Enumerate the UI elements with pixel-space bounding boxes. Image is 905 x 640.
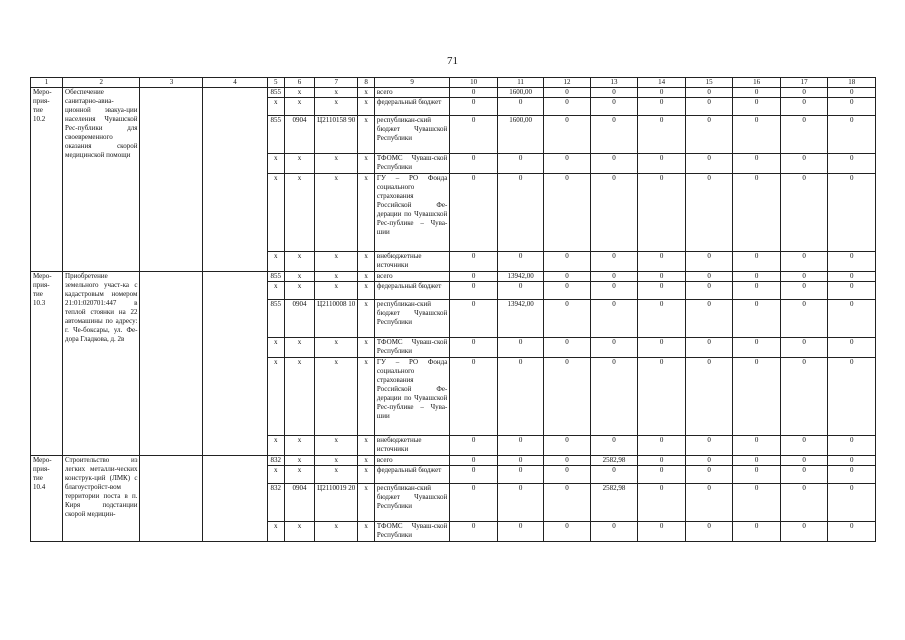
code-grbs: 832 xyxy=(267,484,285,522)
code-expense: x xyxy=(358,436,375,456)
year-value: 0 xyxy=(685,338,733,358)
year-value: 0 xyxy=(544,282,590,300)
year-value: 0 xyxy=(450,466,498,484)
year-value: 0 xyxy=(450,436,498,456)
code-section: x xyxy=(285,174,315,252)
year-value: 0 xyxy=(544,522,590,542)
year-value: 0 xyxy=(544,466,590,484)
code-target: x xyxy=(315,436,358,456)
measure-label: Меро- прия- тие 10.3 xyxy=(31,272,63,456)
year-value: 0 xyxy=(733,484,781,522)
year-value: 0 xyxy=(780,522,828,542)
funding-source: республикан-ский бюджет Чувашской Республики xyxy=(374,484,449,522)
year-value: 0 xyxy=(497,282,543,300)
code-target: x xyxy=(315,282,358,300)
year-value: 0 xyxy=(544,456,590,466)
year-value: 0 xyxy=(497,98,543,116)
year-value: 0 xyxy=(828,358,876,436)
year-value: 0 xyxy=(450,456,498,466)
year-value: 0 xyxy=(544,116,590,154)
year-value: 0 xyxy=(685,88,733,98)
year-value: 0 xyxy=(590,154,638,174)
year-value: 0 xyxy=(685,174,733,252)
year-value: 0 xyxy=(828,300,876,338)
year-value: 0 xyxy=(685,154,733,174)
year-value: 0 xyxy=(450,252,498,272)
code-grbs: x xyxy=(267,252,285,272)
year-value: 0 xyxy=(733,98,781,116)
year-value: 0 xyxy=(450,282,498,300)
code-grbs: 855 xyxy=(267,116,285,154)
year-value: 13942,00 xyxy=(497,300,543,338)
year-value: 0 xyxy=(590,98,638,116)
year-value: 0 xyxy=(450,300,498,338)
year-value: 0 xyxy=(733,338,781,358)
year-value: 0 xyxy=(497,466,543,484)
code-expense: x xyxy=(358,282,375,300)
year-value: 0 xyxy=(780,282,828,300)
code-grbs: 855 xyxy=(267,300,285,338)
year-value: 0 xyxy=(638,98,686,116)
year-value: 0 xyxy=(497,338,543,358)
header-cell: 14 xyxy=(638,78,686,88)
code-expense: x xyxy=(358,522,375,542)
year-value: 0 xyxy=(497,522,543,542)
header-cell: 3 xyxy=(140,78,203,88)
year-value: 0 xyxy=(450,174,498,252)
code-section: x xyxy=(285,154,315,174)
year-value: 0 xyxy=(497,456,543,466)
year-value: 0 xyxy=(828,252,876,272)
year-value: 0 xyxy=(544,272,590,282)
funding-source: ТФОМС Чуваш-ской Республики xyxy=(374,338,449,358)
year-value: 0 xyxy=(450,116,498,154)
year-value: 0 xyxy=(828,116,876,154)
year-value: 0 xyxy=(638,174,686,252)
code-expense: x xyxy=(358,98,375,116)
code-expense: x xyxy=(358,358,375,436)
year-value: 0 xyxy=(828,484,876,522)
code-expense: x xyxy=(358,116,375,154)
code-grbs: x xyxy=(267,174,285,252)
year-value: 0 xyxy=(638,272,686,282)
header-cell: 5 xyxy=(267,78,285,88)
year-value: 0 xyxy=(638,436,686,456)
code-section: x xyxy=(285,252,315,272)
year-value: 0 xyxy=(828,98,876,116)
year-value: 0 xyxy=(780,436,828,456)
code-section: x xyxy=(285,98,315,116)
year-value: 0 xyxy=(450,154,498,174)
code-expense: x xyxy=(358,300,375,338)
year-value: 0 xyxy=(544,174,590,252)
year-value: 0 xyxy=(780,300,828,338)
funding-source: ГУ – РО Фонда социального страхования Российской Фе-дерации по Чувашской Рес-публике – Чува-шии xyxy=(374,358,449,436)
header-cell: 13 xyxy=(590,78,638,88)
year-value: 0 xyxy=(590,358,638,436)
year-value: 0 xyxy=(638,456,686,466)
year-value: 0 xyxy=(544,484,590,522)
year-value: 0 xyxy=(780,484,828,522)
year-value: 0 xyxy=(733,174,781,252)
indicator-cell xyxy=(203,88,267,272)
year-value: 0 xyxy=(497,174,543,252)
year-value: 0 xyxy=(497,154,543,174)
year-value: 0 xyxy=(590,174,638,252)
year-value: 0 xyxy=(638,116,686,154)
code-target: x xyxy=(315,98,358,116)
year-value: 0 xyxy=(544,98,590,116)
code-section: 0904 xyxy=(285,116,315,154)
header-cell: 1 xyxy=(31,78,63,88)
funding-source: ТФОМС Чуваш-ской Республики xyxy=(374,522,449,542)
year-value: 0 xyxy=(733,88,781,98)
year-value: 0 xyxy=(828,282,876,300)
header-cell: 10 xyxy=(450,78,498,88)
year-value: 0 xyxy=(685,436,733,456)
year-value: 0 xyxy=(450,98,498,116)
code-section: x xyxy=(285,272,315,282)
code-target: x xyxy=(315,154,358,174)
budget-table xyxy=(30,77,876,542)
year-value: 0 xyxy=(544,338,590,358)
year-value: 0 xyxy=(638,522,686,542)
year-value: 1600,00 xyxy=(497,116,543,154)
year-value: 0 xyxy=(638,300,686,338)
code-section: x xyxy=(285,466,315,484)
code-expense: x xyxy=(358,88,375,98)
code-target: x xyxy=(315,252,358,272)
year-value: 0 xyxy=(450,484,498,522)
header-cell: 9 xyxy=(374,78,449,88)
indicator-cell xyxy=(203,272,267,456)
year-value: 0 xyxy=(590,436,638,456)
year-value: 0 xyxy=(590,282,638,300)
year-value: 0 xyxy=(685,116,733,154)
code-grbs: x xyxy=(267,466,285,484)
responsible-cell xyxy=(140,456,203,542)
year-value: 0 xyxy=(450,358,498,436)
code-section: x xyxy=(285,436,315,456)
year-value: 0 xyxy=(780,338,828,358)
header-cell: 18 xyxy=(828,78,876,88)
year-value: 0 xyxy=(733,300,781,338)
year-value: 0 xyxy=(544,300,590,338)
year-value: 0 xyxy=(780,358,828,436)
year-value: 0 xyxy=(590,338,638,358)
code-grbs: x xyxy=(267,338,285,358)
year-value: 0 xyxy=(733,522,781,542)
year-value: 0 xyxy=(638,358,686,436)
header-cell: 12 xyxy=(544,78,590,88)
code-expense: x xyxy=(358,154,375,174)
year-value: 0 xyxy=(544,154,590,174)
header-cell: 17 xyxy=(780,78,828,88)
code-target: x xyxy=(315,174,358,252)
year-value: 0 xyxy=(497,484,543,522)
code-section: x xyxy=(285,88,315,98)
year-value: 0 xyxy=(733,116,781,154)
year-value: 0 xyxy=(685,98,733,116)
responsible-cell xyxy=(140,272,203,456)
year-value: 0 xyxy=(450,272,498,282)
year-value: 0 xyxy=(544,436,590,456)
header-cell: 8 xyxy=(358,78,375,88)
header-cell: 4 xyxy=(203,78,267,88)
year-value: 0 xyxy=(733,252,781,272)
year-value: 0 xyxy=(590,466,638,484)
code-section: x xyxy=(285,282,315,300)
code-section: x xyxy=(285,456,315,466)
year-value: 0 xyxy=(685,358,733,436)
code-expense: x xyxy=(358,338,375,358)
funding-source: ГУ – РО Фонда социального страхования Российской Фе-дерации по Чувашской Рес-публике – Чува-шии xyxy=(374,174,449,252)
year-value: 1600,00 xyxy=(497,88,543,98)
year-value: 0 xyxy=(450,88,498,98)
year-value: 0 xyxy=(780,116,828,154)
year-value: 0 xyxy=(733,456,781,466)
funding-source: ТФОМС Чуваш-ской Республики xyxy=(374,154,449,174)
year-value: 0 xyxy=(638,466,686,484)
year-value: 0 xyxy=(590,300,638,338)
header-row xyxy=(31,78,876,88)
code-grbs: 855 xyxy=(267,88,285,98)
year-value: 0 xyxy=(828,154,876,174)
funding-source: республикан-ский бюджет Чувашской Республики xyxy=(374,300,449,338)
year-value: 2582,98 xyxy=(590,456,638,466)
year-value: 0 xyxy=(497,436,543,456)
header-cell: 11 xyxy=(497,78,543,88)
code-section: 0904 xyxy=(285,300,315,338)
year-value: 0 xyxy=(780,174,828,252)
code-target: Ц2110008 10 xyxy=(315,300,358,338)
table-row xyxy=(31,88,876,98)
year-value: 0 xyxy=(828,522,876,542)
header-cell: 15 xyxy=(685,78,733,88)
code-target: x xyxy=(315,466,358,484)
year-value: 0 xyxy=(828,436,876,456)
code-target: x xyxy=(315,338,358,358)
year-value: 0 xyxy=(685,466,733,484)
year-value: 0 xyxy=(638,154,686,174)
year-value: 0 xyxy=(685,252,733,272)
code-expense: x xyxy=(358,484,375,522)
code-expense: x xyxy=(358,466,375,484)
page-number: 71 xyxy=(447,55,458,67)
header-cell: 16 xyxy=(733,78,781,88)
header-cell: 7 xyxy=(315,78,358,88)
code-expense: x xyxy=(358,174,375,252)
code-section: x xyxy=(285,358,315,436)
code-expense: x xyxy=(358,456,375,466)
funding-source: федеральный бюджет xyxy=(374,466,449,484)
table-row xyxy=(31,272,876,282)
year-value: 0 xyxy=(828,174,876,252)
year-value: 0 xyxy=(590,88,638,98)
year-value: 13942,00 xyxy=(497,272,543,282)
funding-source: республикан-ский бюджет Чувашской Республики xyxy=(374,116,449,154)
year-value: 0 xyxy=(590,252,638,272)
year-value: 0 xyxy=(638,484,686,522)
year-value: 0 xyxy=(685,522,733,542)
indicator-cell xyxy=(203,456,267,542)
year-value: 0 xyxy=(828,338,876,358)
year-value: 0 xyxy=(733,282,781,300)
header-cell: 2 xyxy=(63,78,140,88)
code-target: x xyxy=(315,272,358,282)
year-value: 0 xyxy=(638,88,686,98)
year-value: 0 xyxy=(638,338,686,358)
year-value: 2582,98 xyxy=(590,484,638,522)
funding-source: внебюджетные источники xyxy=(374,252,449,272)
year-value: 0 xyxy=(828,466,876,484)
code-target: Ц2110019 20 xyxy=(315,484,358,522)
year-value: 0 xyxy=(685,484,733,522)
funding-source: федеральный бюджет xyxy=(374,282,449,300)
funding-source: всего xyxy=(374,456,449,466)
year-value: 0 xyxy=(780,98,828,116)
year-value: 0 xyxy=(733,436,781,456)
year-value: 0 xyxy=(638,282,686,300)
funding-source: всего xyxy=(374,272,449,282)
measure-title: Обеспечение санитарно-авиа-ционной эвакуа-ции населения Чувашской Рес-публики для своевременного оказания скорой медицинской помощи xyxy=(63,88,140,272)
year-value: 0 xyxy=(497,252,543,272)
code-grbs: x xyxy=(267,358,285,436)
year-value: 0 xyxy=(685,456,733,466)
code-section: x xyxy=(285,522,315,542)
year-value: 0 xyxy=(828,456,876,466)
code-grbs: x xyxy=(267,154,285,174)
funding-source: внебюджетные источники xyxy=(374,436,449,456)
code-section: x xyxy=(285,338,315,358)
year-value: 0 xyxy=(733,272,781,282)
code-expense: x xyxy=(358,252,375,272)
year-value: 0 xyxy=(828,272,876,282)
year-value: 0 xyxy=(638,252,686,272)
year-value: 0 xyxy=(685,300,733,338)
year-value: 0 xyxy=(685,282,733,300)
funding-source: всего xyxy=(374,88,449,98)
year-value: 0 xyxy=(780,154,828,174)
code-section: 0904 xyxy=(285,484,315,522)
header-cell: 6 xyxy=(285,78,315,88)
measure-title: Приобретение земельного участ-ка с кадастровым номером 21:01:020701:447 в теплой стоянки на 22 автомашины по адресу: г. Че-боксары, ул. Фе-дора Гладкова, д. 2в xyxy=(63,272,140,456)
measure-title: Строительство из легких металли-ческих конструк-ций (ЛМК) с благоустройст-вом территории поста в п. Киря подстанции скорой медицин- xyxy=(63,456,140,542)
year-value: 0 xyxy=(780,466,828,484)
year-value: 0 xyxy=(685,272,733,282)
year-value: 0 xyxy=(544,358,590,436)
code-grbs: x xyxy=(267,522,285,542)
measure-label: Меро- прия- тие 10.2 xyxy=(31,88,63,272)
code-target: x xyxy=(315,456,358,466)
code-target: x xyxy=(315,88,358,98)
code-target: Ц2110158 90 xyxy=(315,116,358,154)
year-value: 0 xyxy=(544,88,590,98)
code-target: x xyxy=(315,522,358,542)
code-expense: x xyxy=(358,272,375,282)
year-value: 0 xyxy=(780,456,828,466)
measure-label: Меро- прия- тие 10.4 xyxy=(31,456,63,542)
year-value: 0 xyxy=(780,272,828,282)
code-grbs: x xyxy=(267,436,285,456)
year-value: 0 xyxy=(590,116,638,154)
table-row xyxy=(31,456,876,466)
year-value: 0 xyxy=(590,522,638,542)
year-value: 0 xyxy=(828,88,876,98)
year-value: 0 xyxy=(733,154,781,174)
year-value: 0 xyxy=(544,252,590,272)
code-grbs: x xyxy=(267,282,285,300)
code-grbs: x xyxy=(267,98,285,116)
code-grbs: 855 xyxy=(267,272,285,282)
year-value: 0 xyxy=(450,338,498,358)
year-value: 0 xyxy=(780,252,828,272)
year-value: 0 xyxy=(590,272,638,282)
year-value: 0 xyxy=(450,522,498,542)
year-value: 0 xyxy=(497,358,543,436)
year-value: 0 xyxy=(733,358,781,436)
funding-source: федеральный бюджет xyxy=(374,98,449,116)
year-value: 0 xyxy=(733,466,781,484)
responsible-cell xyxy=(140,88,203,272)
year-value: 0 xyxy=(780,88,828,98)
code-target: x xyxy=(315,358,358,436)
code-grbs: 832 xyxy=(267,456,285,466)
